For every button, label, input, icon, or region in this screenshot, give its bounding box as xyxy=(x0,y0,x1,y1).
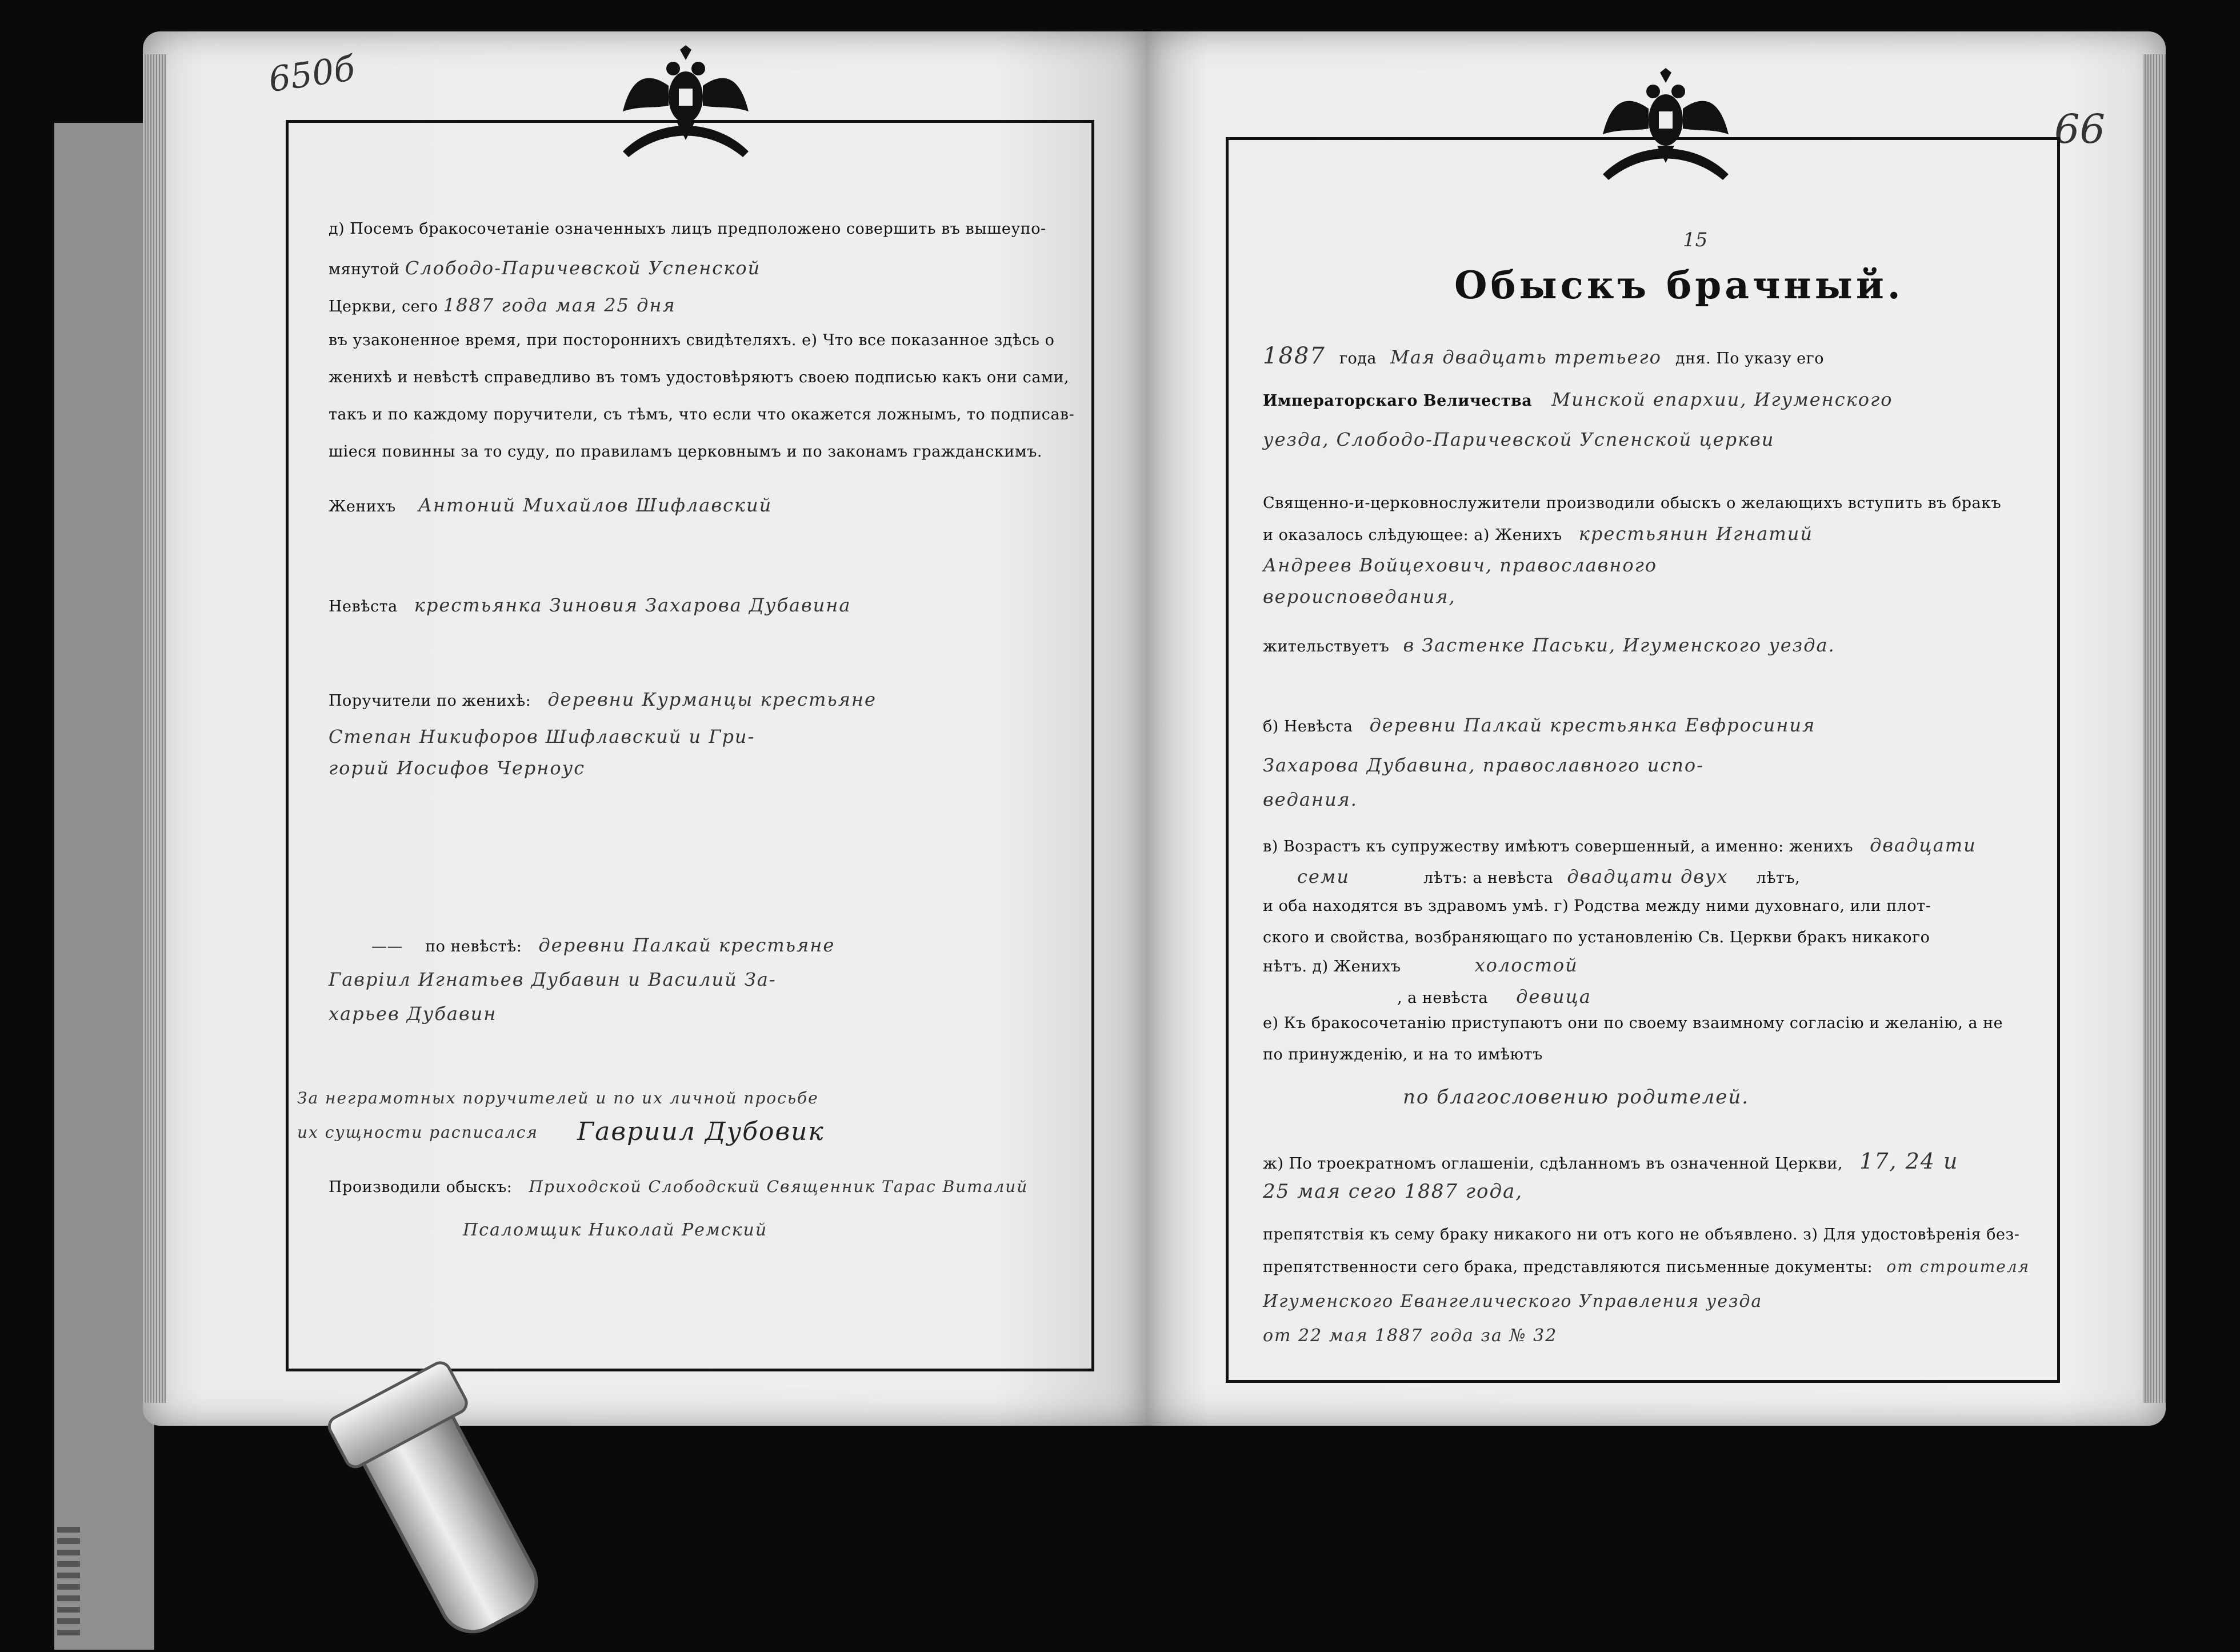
handwritten-groom-sureties-3: горий Иосифов Черноус xyxy=(329,757,586,779)
text-line-g1: и оба находятся въ здравомъ умѣ. г) Родства между ними духовнаго, или плот- xyxy=(1263,897,1931,915)
scanner-background-strip xyxy=(54,123,154,1650)
text-line-r6: Андреев Войцехович, православного xyxy=(1263,554,1658,576)
text-line-r7: вероисповедания, xyxy=(1263,586,1456,607)
open-book xyxy=(143,31,2166,1426)
text-line-z5: от 22 мая 1887 года за № 32 xyxy=(1263,1326,1558,1346)
text-line-z4: Игуменского Евангелического Управления уезда xyxy=(1263,1291,1763,1311)
text-line-d6: такъ и по каждому поручители, съ тѣмъ, что если что окажется ложнымъ, то подписав- xyxy=(329,406,1075,423)
text-line-r1: 1887 года Мая двадцать третьего дня. По указу его xyxy=(1263,343,1825,369)
text-line-z3: препятственности сего брака, представляются письменные документы: от строителя xyxy=(1263,1257,2030,1276)
handwritten-church-name: Слободо-Паричевской Успенской xyxy=(405,257,761,279)
handwritten-date: 1887 года мая 25 дня xyxy=(443,294,676,316)
handwritten-signature-note-1: За неграмотных поручителей и по их личной просьбе xyxy=(297,1089,819,1107)
text-line-e2: по принужденiю, и на то имѣютъ xyxy=(1263,1046,1543,1063)
text-line-r3: уезда, Слободо-Паричевской Успенской церкви xyxy=(1263,429,1775,450)
page-edges-right xyxy=(2143,54,2166,1403)
handwritten-bride-name: крестьянка Зиновия Захарова Дубавина xyxy=(414,594,851,616)
text-line-b2: Захарова Дубавина, православного испо- xyxy=(1263,754,1704,776)
right-page-number: 66 xyxy=(2054,106,2106,153)
handwritten-investigators-2: Псаломщик Николай Ремский xyxy=(463,1220,768,1240)
groom-field: Женихъ Антоний Михайлов Шифлавский xyxy=(329,494,773,516)
text-line-e3: по благословению родителей. xyxy=(1403,1086,1750,1109)
text-line-d5: женихѣ и невѣстѣ справедливо въ томъ удостовѣряютъ своею подписью какъ они сами, xyxy=(329,369,1070,386)
text-line-r8: жительствуетъ в Застенке Паськи, Игуменского уезда. xyxy=(1263,634,1835,656)
bride-field: Невѣста крестьянка Зиновия Захарова Дубавина xyxy=(329,594,851,616)
bride-sureties-field: —— по невѣстѣ: деревни Палкай крестьяне xyxy=(371,934,835,956)
text-line-b3: ведания. xyxy=(1263,789,1358,810)
handwritten-bride-sureties-3: харьев Дубавин xyxy=(329,1003,497,1025)
handwritten-signature-note-2: их сущности расписался xyxy=(297,1123,538,1142)
right-page xyxy=(1146,31,2166,1426)
handwritten-signature: Гавриил Дубовик xyxy=(577,1117,825,1146)
text-line-d4: въ узаконенное время, при постороннихъ свидѣтеляхъ. е) Что все показанное здѣсь о xyxy=(329,331,1055,349)
text-line-z2: препятствiя къ сему браку никакого ни отъ кого не объявлено. з) Для удостовѣренiя без- xyxy=(1263,1226,2020,1243)
handwritten-groom-name: Антоний Михайлов Шифлавский xyxy=(418,494,773,516)
record-number: 15 xyxy=(1683,229,1708,251)
text-line-v1: в) Возрастъ къ супружеству имѣютъ совершенный, а именно: женихъ двадцати xyxy=(1263,834,1977,856)
investigators-field: Производили обыскъ: Приходской Слободский Священник Тарас Виталий xyxy=(329,1177,1029,1196)
left-page xyxy=(143,31,1146,1426)
text-line-r5: и оказалось слѣдующее: а) Женихъ крестьянин Игнатий xyxy=(1263,523,1813,545)
handwritten-groom-sureties-1: деревни Курманцы крестьяне xyxy=(547,689,877,710)
handwritten-investigators-1: Приходской Слободский Священник Тарас Виталий xyxy=(529,1177,1029,1196)
text-line-z1b: 25 мая сего 1887 года, xyxy=(1263,1180,1523,1203)
handwritten-bride-sureties-2: Гаврiил Игнатьев Дубавин и Василий За- xyxy=(329,969,777,990)
text-line-d7: шiеся повинны за то суду, по правиламъ церковнымъ и по законамъ гражданскимъ. xyxy=(329,443,1043,461)
text-line-r4: Священно-и-церковнослужители производили обыскъ о желающихъ вступить въ бракъ xyxy=(1263,494,2002,512)
text-line-d1: д) Посемъ бракосочетанiе означенныхъ лицъ предположено совершить въ вышеупо- xyxy=(329,220,1046,238)
text-line-g3: нѣтъ. д) Женихъ холостой xyxy=(1263,954,1578,976)
text-line-e1: е) Къ бракосочетанiю приступаютъ они по своему взаимному согласiю и желанiю, а не xyxy=(1263,1014,2003,1032)
text-line-b1: б) Невѣста деревни Палкай крестьянка Евфросиния xyxy=(1263,714,1816,736)
left-page-number: 650б xyxy=(266,48,358,101)
groom-sureties-field: Поручители по женихѣ: деревни Курманцы крестьяне xyxy=(329,689,877,710)
scanner-scale-marks xyxy=(57,1527,80,1641)
text-line-d3: Церкви, сего 1887 года мая 25 дня xyxy=(329,294,676,316)
text-line-r2: Императорскаго Величества Минской епархии, Игуменского xyxy=(1263,389,1893,410)
page-edges-left xyxy=(143,54,166,1403)
text-line-v2: семи лѣтъ: а невѣста двадцати двух лѣтъ, xyxy=(1297,866,1801,887)
text-line-d2: мянутой Слободо-Паричевской Успенской xyxy=(329,257,761,279)
text-line-g4: , а невѣста девица xyxy=(1397,986,1591,1007)
page-title: Обыскъ брачный. xyxy=(1454,263,1904,307)
handwritten-groom-sureties-2: Степан Никифоров Шифлавский и Гри- xyxy=(329,726,755,747)
handwritten-bride-sureties-1: деревни Палкай крестьяне xyxy=(538,934,835,956)
text-line-z1: ж) По троекратномъ оглашенiи, сдѣланномъ въ означенной Церкви, 17, 24 и xyxy=(1263,1149,1959,1174)
text-line-g2: ского и свойства, возбраняющаго по установленiю Св. Церкви бракъ никакого xyxy=(1263,929,1930,946)
